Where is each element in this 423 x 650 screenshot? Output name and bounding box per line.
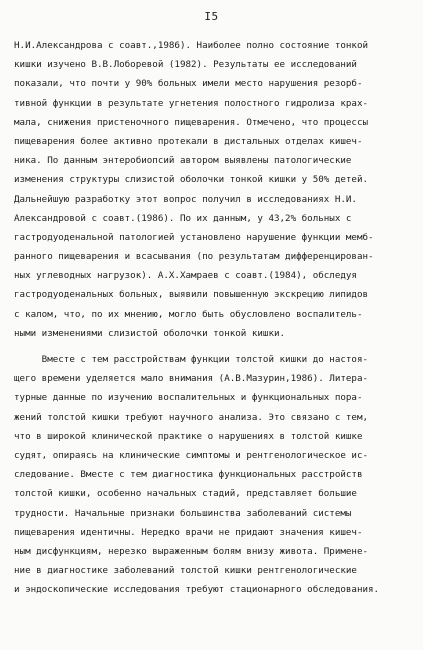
text-line: что в широкой клинической практике о нарушениях в толстой кишке (14, 430, 363, 442)
body-text (14, 36, 414, 599)
text-line: ных углеводных нагрузок). А.Х.Хамраев с соавт.(1984), обследуя (14, 270, 357, 282)
paragraph-gap (14, 343, 414, 350)
text-line: следование. Вместе с тем диагностика функциональных расстройств (14, 469, 363, 481)
text-line: с калом, что, по их мнению, могло быть обусловлено воспалитель- (14, 308, 363, 320)
text-line: Александровой с соавт.(1986). По их данным, у 43,2% больных с (14, 212, 352, 224)
text-line: трудности. Начальные признаки большинства заболеваний системы (14, 507, 352, 519)
text-line: показали, что почти у 90% больных имели место нарушения резорб- (14, 78, 363, 90)
paragraph-1 (14, 36, 414, 343)
paragraph-2 (14, 350, 414, 599)
text-line: ника. По данным энтеробиопсий автором выявлены патологические (14, 155, 352, 167)
text-line: Вместе с тем расстройствам функции толстой кишки до настоя- (14, 354, 369, 365)
text-line: мала, снижения пристеночного пищеварения. Отмечено, что процессы (14, 116, 369, 128)
text-line: Дальнейшую разработку этот вопрос получил в исследованиях Н.И. (14, 193, 357, 205)
text-line: ние в диагностике заболеваний толстой кишки рентгенологические (14, 565, 357, 577)
text-line: ным дисфункциям, нерезко выраженным болям внизу живота. Примене- (14, 545, 369, 557)
text-line: кишки изучено В.В.Лоборевой (1982). Результаты ее исследований (14, 59, 357, 71)
text-line: и эндоскопические исследования требуют стационарного обследования. (14, 584, 380, 596)
text-line: пищеварения более активно протекали в дистальных отделах кишеч- (14, 135, 363, 147)
text-line: жений толстой кишки требуют научного анализа. Это связано с тем, (14, 411, 369, 423)
text-line: изменения структуры слизистой оболочки тонкой кишки у 50% детей. (14, 174, 369, 186)
text-line: ранного пищеварения и всасывания (по результатам дифференцирован- (14, 251, 374, 263)
text-line: Н.И.Александрова с соавт.,1986). Наиболее полно состояние тонкой (14, 40, 369, 51)
text-line: гастродуоденальных больных, выявили повышенную экскрецию липидов (14, 289, 369, 301)
text-line: турные данные по изучению воспалительных и функциональных пора- (14, 392, 363, 404)
page-number: I5 (204, 10, 219, 23)
text-line: гастродуоденальной патологией установлено нарушение функции мемб- (14, 231, 374, 243)
text-line: щего времени уделяется мало внимания (А.В.Мазурин,1986). Литера- (14, 373, 369, 385)
text-line: тивной функции в результате угнетения полостного гидролиза крах- (14, 97, 369, 109)
text-line: ными изменениями слизистой оболочки тонкой кишки. (14, 327, 286, 339)
text-line: толстой кишки, особенно начальных стадий, представляет большие (14, 488, 357, 500)
text-line: пищеварения идентичны. Нередко врачи не придают значения кишеч- (14, 526, 363, 538)
text-line: судят, опираясь на клинические симптомы и рентгенологическое ис- (14, 449, 369, 461)
